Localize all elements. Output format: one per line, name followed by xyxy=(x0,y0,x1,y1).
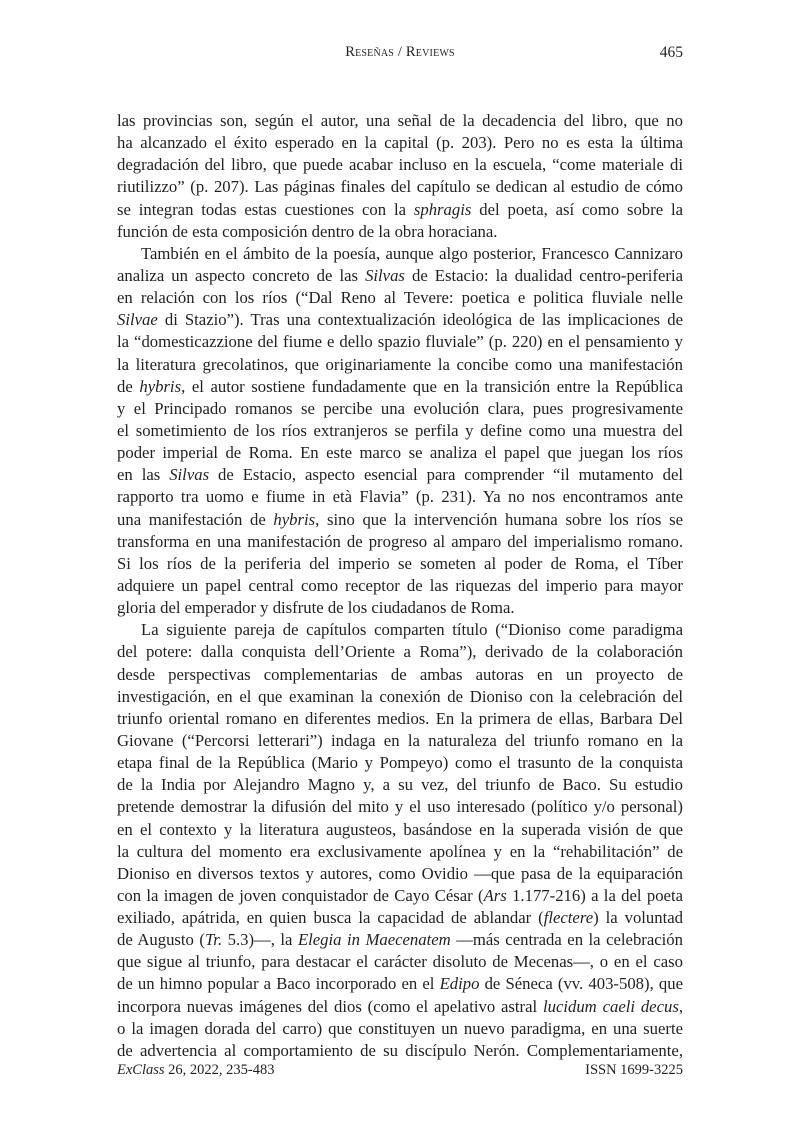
text-segment: 5.3)—, la xyxy=(222,930,298,950)
text-line xyxy=(117,885,683,907)
text-line xyxy=(117,1040,683,1062)
italic-term: hybris xyxy=(139,376,182,396)
text-line xyxy=(117,154,683,176)
text-segment: incorpora nuevas imágenes del dios (como el apelativo astral xyxy=(117,996,543,1016)
text-line xyxy=(117,841,683,863)
italic-term: sphragis xyxy=(413,199,472,219)
text-line xyxy=(117,486,683,508)
text-line xyxy=(117,597,683,619)
text-segment: de un himno popular a Baco incorporado en el xyxy=(117,974,440,994)
text-line xyxy=(117,464,683,486)
italic-term: Edipo xyxy=(439,974,480,994)
text-segment: de advertencia al comportamiento de su discípulo Nerón. Complementariamente, xyxy=(117,1040,683,1060)
text-line xyxy=(117,819,683,841)
text-segment: la “domesticazzione del fiume e dello spazio fluviale” (p. 220) en el pensamiento y xyxy=(117,332,683,352)
text-line xyxy=(117,221,683,243)
text-segment: adquiere un papel central como receptor de las riquezas del imperio para mayor xyxy=(117,575,683,595)
text-segment: Si los ríos de la periferia del imperio se someten al poder de Roma, el Tíber xyxy=(117,553,683,573)
italic-term: flectere xyxy=(543,908,594,928)
text-segment: las provincias son, según el autor, una señal de la decadencia del libro, que no xyxy=(117,111,683,130)
text-segment: en las xyxy=(117,465,170,485)
text-line xyxy=(117,774,683,796)
text-segment: poder imperial de Roma. En este marco se analiza el papel que juegan los ríos xyxy=(117,443,683,463)
text-line xyxy=(117,376,683,398)
text-segment: degradación del libro, que puede acabar incluso en la escuela, “come materiale di xyxy=(117,155,683,175)
running-title: Reseñas / Reviews xyxy=(345,44,455,60)
text-segment: el sometimiento de los ríos extranjeros se perfila y define como una muestra del xyxy=(117,420,683,440)
text-line xyxy=(117,509,683,531)
text-segment: riutilizzo” (p. 207). Las páginas finales del capítulo se dedican al estudio de cómo xyxy=(117,177,683,197)
text-segment: , el autor sostiene fundadamente que en la transición entre la República xyxy=(181,376,683,396)
text-segment: una manifestación de xyxy=(117,509,274,529)
text-line xyxy=(117,575,683,597)
journal-name: ExClass xyxy=(117,1062,165,1078)
text-segment: desde perspectivas complementarias de ambas autoras en un proyecto de xyxy=(117,664,683,684)
text-line xyxy=(117,442,683,464)
text-segment: del poeta, así como sobre la xyxy=(471,199,683,219)
text-segment: de la India por Alejandro Magno y, a su vez, del triunfo de Baco. Su estudio xyxy=(117,775,683,795)
italic-term: lucidum caeli decus xyxy=(542,996,679,1016)
text-segment: gloria del emperador y disfrute de los ciudadanos de Roma. xyxy=(117,598,515,618)
italic-term: Silvas xyxy=(169,465,210,485)
italic-term: Elegia in Maecenatem xyxy=(297,930,451,950)
text-segment: ) la voluntad xyxy=(593,908,684,928)
text-line xyxy=(117,1018,683,1040)
text-segment: de Augusto ( xyxy=(117,930,205,950)
text-line xyxy=(117,265,683,287)
text-segment: analiza un aspecto concreto de las xyxy=(117,265,366,285)
text-line xyxy=(117,176,683,198)
text-segment: de xyxy=(117,376,140,396)
text-line xyxy=(117,996,683,1018)
text-line xyxy=(117,354,683,376)
text-segment: con la imagen de joven conquistador de Cayo César ( xyxy=(117,885,484,905)
text-line xyxy=(117,110,683,132)
text-line xyxy=(117,243,683,265)
text-line xyxy=(117,420,683,442)
text-segment: investigación, en el que examinan la conexión de Dioniso con la celebración del xyxy=(117,686,683,706)
italic-term: hybris xyxy=(273,509,316,529)
italic-term: Tr. xyxy=(204,930,223,950)
text-line xyxy=(117,973,683,995)
text-line xyxy=(117,199,683,221)
text-segment: y el Principado romanos se percibe una evolución clara, pues progresivamente xyxy=(117,398,683,418)
text-segment: triunfo oriental romano en diferentes medios. En la primera de ellas, Barbara Del xyxy=(117,708,683,728)
text-segment: etapa final de la República (Mario y Pompeyo) como el trasunto de la conquista xyxy=(117,753,683,773)
body-text xyxy=(117,110,683,1062)
issn: ISSN 1699-3225 xyxy=(585,1062,683,1078)
text-line xyxy=(117,553,683,575)
text-segment: , xyxy=(678,996,683,1016)
text-segment: de Estacio: la dualidad centro-periferia xyxy=(404,265,683,285)
text-segment: rapporto tra uomo e fiume in età Flavia” (p. 231). Ya no nos encontramos ante xyxy=(117,487,683,507)
text-line xyxy=(117,796,683,818)
text-line xyxy=(117,863,683,885)
text-segment: o la imagen dorada del carro) que constituyen un nuevo paradigma, en una suerte xyxy=(117,1018,683,1038)
italic-term: Silvas xyxy=(365,265,405,285)
text-segment: Dioniso en diversos textos y autores, como Ovidio —que pasa de la equiparación xyxy=(117,863,683,883)
text-segment: , sino que la intervención humana sobre los ríos se xyxy=(315,509,683,529)
text-segment: la cultura del momento era exclusivamente apolínea y en la “rehabilitación” de xyxy=(117,841,683,861)
text-segment: ha alcanzado el éxito esperado en la capital (p. 203). Pero no es esta la última xyxy=(117,133,683,153)
text-segment: función de esta composición dentro de la obra horaciana. xyxy=(117,221,498,241)
text-line xyxy=(117,664,683,686)
text-segment: di Stazio”). Tras una contextualización ideológica de las implicaciones de xyxy=(157,310,683,330)
text-segment: en relación con los ríos (“Dal Reno al Tevere: poetica e politica fluviale nelle xyxy=(117,288,683,308)
text-line xyxy=(117,641,683,663)
journal-citation xyxy=(117,1062,275,1079)
text-line xyxy=(117,951,683,973)
text-line xyxy=(117,907,683,929)
text-segment: se integran todas estas cuestiones con la xyxy=(117,199,414,219)
text-line xyxy=(117,619,683,641)
text-line xyxy=(117,398,683,420)
text-segment: exiliado, apátrida, en quien busca la capacidad de ablandar ( xyxy=(117,908,544,928)
text-segment: la literatura grecolatinos, que originariamente la concibe como una manifestación xyxy=(117,354,683,374)
italic-term: Ars xyxy=(483,885,507,905)
text-segment: transforma en una manifestación de progreso al amparo del imperialismo romano. xyxy=(117,531,683,551)
text-segment: de Séneca (vv. 403-508), que xyxy=(479,974,683,994)
text-line xyxy=(117,686,683,708)
text-segment: Giovane (“Percorsi letterari”) indaga en la naturaleza del triunfo romano en la xyxy=(117,730,683,750)
text-line xyxy=(117,531,683,553)
text-line xyxy=(117,730,683,752)
text-segment: 1.177-216) a la del poeta xyxy=(506,885,683,905)
text-line xyxy=(117,708,683,730)
text-line xyxy=(117,309,683,331)
text-segment: que sigue al triunfo, para destacar el carácter disoluto de Mecenas—, o en el caso xyxy=(117,952,683,972)
journal-volume-pages: 26, 2022, 235-483 xyxy=(164,1062,275,1078)
italic-term: Silvae xyxy=(117,310,158,330)
text-segment: La siguiente pareja de capítulos comparten título (“Dioniso come paradigma xyxy=(141,620,683,640)
text-segment: —más centrada en la celebración xyxy=(450,930,683,950)
text-segment: en el contexto y la literatura augusteos, basándose en la superada visión de que xyxy=(117,819,683,839)
text-line xyxy=(117,929,683,951)
text-segment: del potere: dalla conquista dell’Oriente a Roma”), derivado de la colaboración xyxy=(117,642,683,662)
page-number: 465 xyxy=(659,44,683,61)
text-line xyxy=(117,132,683,154)
text-segment: pretende demostrar la difusión del mito y el uso interesado (político y/o personal) xyxy=(117,797,683,817)
text-line xyxy=(117,331,683,353)
text-segment: También en el ámbito de la poesía, aunque algo posterior, Francesco Cannizaro xyxy=(141,243,683,263)
text-line xyxy=(117,752,683,774)
running-head xyxy=(117,44,683,64)
text-line xyxy=(117,287,683,309)
text-segment: de Estacio, aspecto esencial para comprender “il mutamento del xyxy=(209,465,683,485)
